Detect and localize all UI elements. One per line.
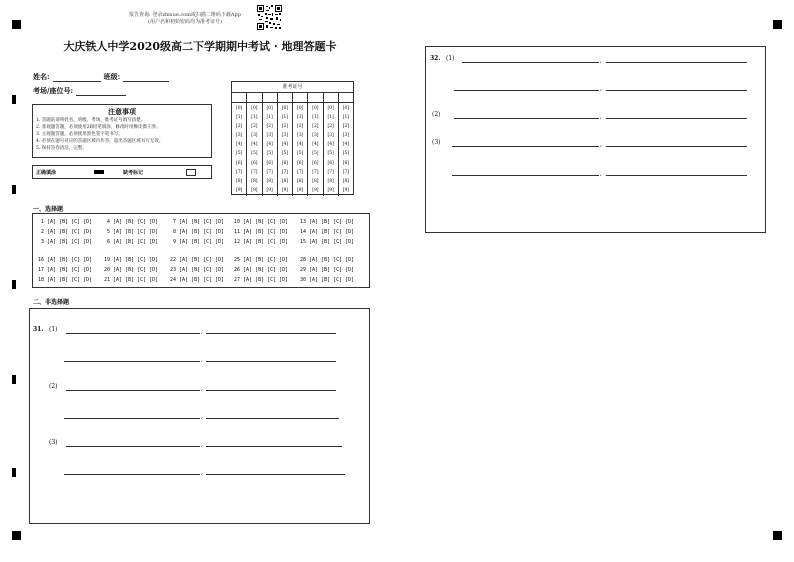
exam-id-bubble[interactable]: [6]	[312, 160, 319, 166]
exam-id-bubble[interactable]: [4]	[342, 142, 350, 148]
mc-question-12[interactable]: 12 [A] [B] [C] [D]	[234, 239, 289, 245]
answer-line[interactable]	[66, 390, 200, 391]
exam-id-bubble[interactable]: [3]	[266, 133, 273, 139]
answer-line[interactable]	[606, 62, 747, 63]
exam-id-bubble[interactable]: [5]	[327, 151, 334, 157]
mc-question-19[interactable]: 19 [A] [B] [C] [D]	[104, 257, 159, 263]
q32-label: 32.	[430, 55, 441, 62]
comma: ,	[600, 57, 602, 64]
notice-line: 5. 保持答卷清洁、完整。	[36, 146, 87, 151]
answer-line[interactable]	[454, 90, 599, 91]
fill-example-box	[32, 165, 212, 179]
exam-id-column	[247, 103, 262, 196]
exam-id-bubble[interactable]: [1]	[266, 115, 273, 121]
exam-id-bubble[interactable]: [4]	[235, 142, 243, 148]
comma: ,	[600, 85, 602, 92]
answer-line[interactable]	[454, 118, 599, 119]
exam-id-bubble[interactable]: [2]	[312, 124, 319, 130]
exam-id-bubble[interactable]: [9]	[342, 187, 350, 193]
section2-title: 二、非选择题	[33, 299, 70, 306]
exam-id-bubble[interactable]: [0]	[266, 106, 273, 111]
exam-id-bubble[interactable]: [3]	[281, 133, 289, 139]
exam-id-bubble[interactable]: [0]	[327, 106, 334, 111]
comma: ,	[201, 413, 203, 420]
exam-id-bubble[interactable]: [8]	[266, 178, 273, 184]
registration-mark	[12, 531, 21, 540]
exam-id-bubble[interactable]: [2]	[342, 124, 350, 130]
exam-id-bubble[interactable]: [4]	[266, 142, 273, 148]
notice-line: 1. 答题前请将姓名、班级、考场、准考证号填写清楚。	[36, 118, 146, 123]
answer-line[interactable]	[206, 361, 336, 362]
answer-line[interactable]	[606, 118, 747, 119]
exam-id-bubble[interactable]: [1]	[281, 115, 289, 121]
mc-question-1[interactable]: 1 [A] [B] [C] [D]	[38, 219, 93, 225]
exam-id-bubble[interactable]: [4]	[251, 142, 258, 148]
answer-line[interactable]	[64, 474, 200, 475]
answer-line[interactable]	[462, 62, 599, 63]
exam-id-bubble[interactable]: [3]	[235, 133, 243, 139]
exam-id-bubble[interactable]: [0]	[281, 106, 289, 111]
exam-id-bubble[interactable]: [9]	[327, 187, 334, 193]
notice-line: 4. 必须在题号对应的答题区域内作答，超出答题区域书写无效。	[36, 139, 164, 144]
notice-line: 3. 主观题答题，必须使用黑色签字笔书写。	[36, 132, 123, 137]
mc-question-4[interactable]: 4 [A] [B] [C] [D]	[104, 219, 159, 225]
mc-question-5[interactable]: 5 [A] [B] [C] [D]	[104, 229, 159, 235]
registration-mark	[12, 20, 21, 29]
exam-id-bubble[interactable]: [4]	[312, 142, 319, 148]
exam-id-bubble[interactable]: [0]	[312, 106, 319, 111]
exam-id-bubble[interactable]: [0]	[251, 106, 258, 111]
exam-id-bubble[interactable]: [8]	[251, 178, 258, 184]
class-field[interactable]	[123, 73, 169, 82]
exam-id-bubble[interactable]: [7]	[312, 169, 319, 175]
exam-id-bubble[interactable]: [7]	[296, 169, 304, 175]
answer-line[interactable]	[64, 418, 200, 419]
exam-id-bubble[interactable]: [5]	[312, 151, 319, 157]
exam-id-bubble[interactable]: [8]	[296, 178, 304, 184]
mc-question-23[interactable]: 23 [A] [B] [C] [D]	[170, 267, 225, 273]
mc-question-18[interactable]: 18 [A] [B] [C] [D]	[38, 277, 93, 283]
exam-id-columns	[232, 103, 353, 196]
seat-row	[33, 86, 126, 96]
q31-sub1-label: (1)	[49, 326, 58, 333]
comma: ,	[600, 113, 602, 120]
exam-id-bubble[interactable]: [5]	[342, 151, 350, 157]
exam-id-bubble[interactable]: [8]	[327, 178, 334, 184]
exam-id-bubble[interactable]: [5]	[281, 151, 289, 157]
answer-line[interactable]	[66, 446, 200, 447]
exam-id-bubble[interactable]: [8]	[342, 178, 350, 184]
exam-id-bubble[interactable]: [0]	[342, 106, 350, 111]
registration-mark	[773, 20, 782, 29]
notice-line: 2. 客观题答题，必须使用2B铅笔填涂，修改时用橡皮擦干净。	[36, 125, 161, 130]
exam-id-bubble[interactable]: [2]	[281, 124, 289, 130]
exam-id-bubble[interactable]: [6]	[296, 160, 304, 166]
answer-line[interactable]	[606, 146, 747, 147]
comma: ,	[600, 141, 602, 148]
exam-id-bubble[interactable]: [6]	[235, 160, 243, 166]
seat-field[interactable]	[76, 87, 126, 96]
exam-id-bubble[interactable]: [2]	[327, 124, 334, 130]
exam-id-bubble[interactable]: [1]	[235, 115, 243, 121]
exam-id-bubble[interactable]: [9]	[266, 187, 273, 193]
mc-question-20[interactable]: 20 [A] [B] [C] [D]	[104, 267, 159, 273]
comma: ,	[201, 469, 203, 476]
filled-mark-sample	[94, 170, 104, 174]
mc-question-16[interactable]: 16 [A] [B] [C] [D]	[38, 257, 93, 263]
exam-id-grid	[231, 81, 354, 195]
exam-id-bubble[interactable]: [3]	[312, 133, 319, 139]
missing-checkbox[interactable]	[186, 169, 196, 176]
mc-question-17[interactable]: 17 [A] [B] [C] [D]	[38, 267, 93, 273]
timing-mark	[12, 185, 16, 194]
mc-question-6[interactable]: 6 [A] [B] [C] [D]	[104, 239, 159, 245]
exam-id-bubble[interactable]: [6]	[327, 160, 334, 166]
mc-question-26[interactable]: 26 [A] [B] [C] [D]	[234, 267, 289, 273]
exam-id-column	[293, 103, 308, 196]
exam-id-bubble[interactable]: [9]	[235, 187, 243, 193]
mc-question-13[interactable]: 13 [A] [B] [C] [D]	[300, 219, 355, 225]
answer-line[interactable]	[606, 175, 747, 176]
exam-id-bubble[interactable]: [3]	[327, 133, 334, 139]
exam-id-bubble[interactable]: [1]	[251, 115, 258, 121]
mc-question-7[interactable]: 7 [A] [B] [C] [D]	[170, 219, 225, 225]
answer-line[interactable]	[606, 90, 747, 91]
exam-id-bubble[interactable]: [6]	[266, 160, 273, 166]
name-class-row	[33, 72, 169, 82]
comma: ,	[201, 356, 203, 363]
report-query-note: 报告查询: 登录zhixue.com或扫描二维码下载App	[129, 12, 241, 18]
comma: ,	[201, 385, 203, 392]
exam-id-bubble[interactable]: [7]	[281, 169, 289, 175]
comma: ,	[201, 328, 203, 335]
exam-id-bubble[interactable]: [4]	[296, 142, 304, 148]
mc-question-15[interactable]: 15 [A] [B] [C] [D]	[300, 239, 355, 245]
exam-id-bubble[interactable]: [9]	[281, 187, 289, 193]
answer-line[interactable]	[452, 146, 599, 147]
mc-question-3[interactable]: 3 [A] [B] [C] [D]	[38, 239, 93, 245]
exam-id-title: 准考证号	[232, 82, 353, 93]
exam-id-bubble[interactable]: [2]	[266, 124, 273, 130]
exam-id-bubble[interactable]: [2]	[296, 124, 304, 130]
q31-answer-box	[29, 308, 370, 524]
registration-mark	[773, 531, 782, 540]
exam-id-bubble[interactable]: [7]	[266, 169, 273, 175]
exam-id-bubble[interactable]: [7]	[342, 169, 350, 175]
exam-id-bubble[interactable]: [9]	[296, 187, 304, 193]
answer-line[interactable]	[64, 361, 200, 362]
mc-question-30[interactable]: 30 [A] [B] [C] [D]	[300, 277, 355, 283]
mc-question-29[interactable]: 29 [A] [B] [C] [D]	[300, 267, 355, 273]
answer-line[interactable]	[206, 474, 345, 475]
exam-id-bubble[interactable]: [7]	[327, 169, 334, 175]
notice-title: 注意事项	[108, 107, 136, 116]
comma: ,	[600, 170, 602, 177]
mc-question-9[interactable]: 9 [A] [B] [C] [D]	[170, 239, 225, 245]
section1-title: 一、选择题	[33, 206, 64, 213]
q31-sub3-label: (3)	[49, 439, 58, 446]
exam-id-bubble[interactable]: [9]	[251, 187, 258, 193]
exam-id-bubble[interactable]: [1]	[296, 115, 304, 121]
answer-line[interactable]	[206, 418, 339, 419]
exam-id-bubble[interactable]: [3]	[296, 133, 304, 139]
exam-id-bubble[interactable]: [7]	[251, 169, 258, 175]
exam-id-bubble[interactable]: [8]	[312, 178, 319, 184]
exam-id-bubble[interactable]: [4]	[327, 142, 334, 148]
mc-question-28[interactable]: 28 [A] [B] [C] [D]	[300, 257, 355, 263]
exam-id-column	[308, 103, 323, 196]
exam-id-bubble[interactable]: [4]	[281, 142, 289, 148]
mc-question-24[interactable]: 24 [A] [B] [C] [D]	[170, 277, 225, 283]
exam-id-bubble[interactable]: [1]	[342, 115, 350, 121]
exam-id-column	[324, 103, 339, 196]
exam-id-bubble[interactable]: [2]	[235, 124, 243, 130]
mc-question-10[interactable]: 10 [A] [B] [C] [D]	[234, 219, 289, 225]
missing-label: 缺考标记	[123, 170, 144, 176]
exam-id-bubble[interactable]: [6]	[342, 160, 350, 166]
mc-question-21[interactable]: 21 [A] [B] [C] [D]	[104, 277, 159, 283]
timing-mark	[12, 280, 16, 289]
exam-id-bubble[interactable]: [5]	[251, 151, 258, 157]
exam-id-bubble[interactable]: [0]	[235, 106, 243, 111]
timing-mark	[12, 375, 16, 384]
answer-line[interactable]	[206, 446, 342, 447]
exam-id-bubble[interactable]: [6]	[281, 160, 289, 166]
exam-id-write-row	[232, 93, 353, 103]
answer-line[interactable]	[66, 333, 200, 334]
exam-id-bubble[interactable]: [5]	[235, 151, 243, 157]
name-field[interactable]	[53, 73, 101, 82]
exam-id-bubble[interactable]: [7]	[235, 169, 243, 175]
exam-id-bubble[interactable]: [5]	[266, 151, 273, 157]
exam-id-bubble[interactable]: [6]	[251, 160, 258, 166]
name-label: 姓名:	[33, 72, 50, 81]
exam-id-bubble[interactable]: [1]	[327, 115, 334, 121]
exam-id-column	[339, 103, 353, 196]
notice-box	[32, 104, 212, 158]
mc-question-14[interactable]: 14 [A] [B] [C] [D]	[300, 229, 355, 235]
exam-id-bubble[interactable]: [9]	[312, 187, 319, 193]
exam-id-bubble[interactable]: [0]	[296, 106, 304, 111]
answer-line[interactable]	[206, 390, 336, 391]
exam-id-bubble[interactable]: [3]	[342, 133, 350, 139]
q31-sub2-label: (2)	[49, 383, 58, 390]
q32-sub2-label: (2)	[432, 111, 441, 118]
timing-mark	[12, 468, 16, 477]
class-label: 班级:	[103, 72, 121, 81]
mc-question-27[interactable]: 27 [A] [B] [C] [D]	[234, 277, 289, 283]
mc-question-8[interactable]: 8 [A] [B] [C] [D]	[170, 229, 225, 235]
q32-sub1-label: (1)	[446, 55, 455, 62]
exam-id-bubble[interactable]: [2]	[251, 124, 258, 130]
exam-id-column	[263, 103, 278, 196]
answer-line[interactable]	[452, 175, 599, 176]
q32-sub3-label: (3)	[432, 139, 441, 146]
exam-id-bubble[interactable]: [8]	[235, 178, 243, 184]
correct-fill-label: 正确填涂	[36, 170, 57, 176]
q32-answer-box	[425, 46, 766, 233]
mc-question-22[interactable]: 22 [A] [B] [C] [D]	[170, 257, 225, 263]
login-note: (用户名和初始密码均为准考证号)	[148, 19, 222, 25]
mc-question-11[interactable]: 11 [A] [B] [C] [D]	[234, 229, 289, 235]
exam-id-column	[278, 103, 293, 196]
multiple-choice-box	[32, 213, 370, 288]
mc-question-25[interactable]: 25 [A] [B] [C] [D]	[234, 257, 289, 263]
qr-code-icon	[257, 5, 282, 30]
seat-label: 考场/座位号:	[33, 86, 74, 95]
exam-id-bubble[interactable]: [5]	[296, 151, 304, 157]
exam-id-bubble[interactable]: [3]	[251, 133, 258, 139]
q31-label: 31.	[33, 326, 44, 333]
mc-question-2[interactable]: 2 [A] [B] [C] [D]	[38, 229, 93, 235]
comma: ,	[201, 441, 203, 448]
timing-mark	[12, 95, 16, 104]
exam-id-bubble[interactable]: [1]	[312, 115, 319, 121]
exam-id-column	[232, 103, 247, 196]
page-title: 大庆铁人中学2020级高二下学期期中考试 · 地理答题卡	[63, 40, 337, 53]
answer-line[interactable]	[206, 333, 336, 334]
exam-id-bubble[interactable]: [8]	[281, 178, 289, 184]
